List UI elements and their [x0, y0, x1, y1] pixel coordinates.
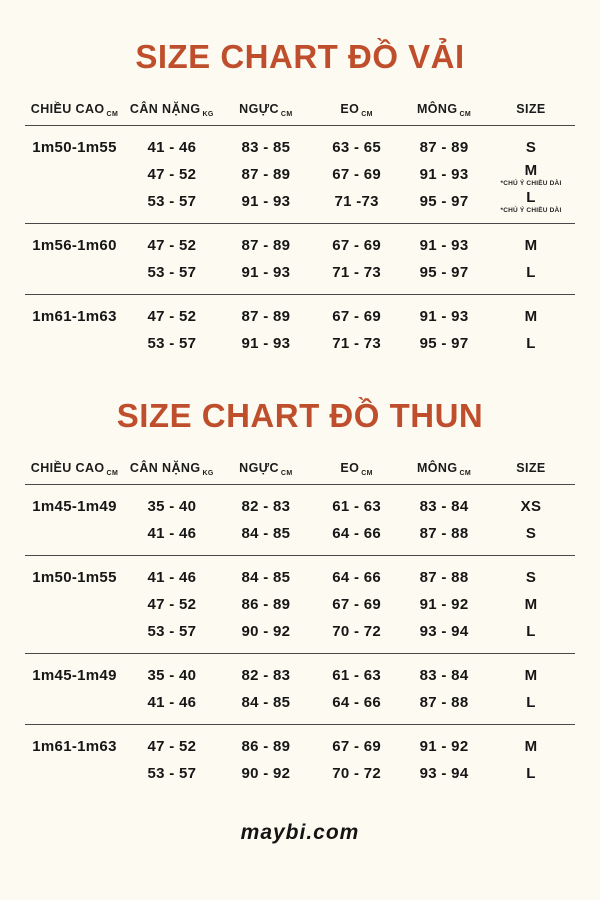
waist-cell: 61 - 63 [332, 667, 382, 684]
column-header-label: EO [340, 461, 360, 475]
hip-cell: 95 - 97 [419, 335, 469, 352]
size-cell [487, 189, 575, 214]
weight-cell: 53 - 57 [147, 623, 197, 640]
hip-cell: 95 - 97 [419, 264, 469, 281]
table-row [25, 188, 575, 215]
table-row [25, 760, 575, 787]
hip-cell: 93 - 94 [419, 623, 469, 640]
size-cell [487, 569, 575, 586]
height-cell: 1m45-1m49 [32, 498, 117, 515]
column-header-label: MÔNG [416, 461, 458, 475]
hip-cell: 91 - 93 [419, 166, 469, 183]
column-header-unit: CM [459, 111, 472, 118]
column-header [312, 461, 401, 475]
weight-cell: 47 - 52 [147, 308, 197, 325]
size-cell [487, 623, 575, 640]
size-cell [487, 308, 575, 325]
size-cell [487, 738, 575, 755]
table-row [25, 134, 575, 161]
column-header [124, 102, 220, 116]
size-label: M [524, 596, 538, 613]
size-label: L [526, 694, 536, 711]
size-cell [487, 162, 575, 187]
size-label: L [526, 335, 536, 352]
column-header-label: SIZE [516, 461, 546, 475]
column-header [220, 461, 312, 475]
size-label: L [526, 765, 536, 782]
height-group [25, 485, 575, 556]
waist-cell: 67 - 69 [332, 308, 382, 325]
chest-cell: 84 - 85 [241, 525, 291, 542]
height-group [25, 725, 575, 795]
chest-cell: 86 - 89 [241, 738, 291, 755]
weight-cell: 41 - 46 [147, 139, 197, 156]
hip-cell: 87 - 88 [419, 569, 469, 586]
hip-cell: 87 - 88 [419, 694, 469, 711]
column-header-label: SIZE [516, 102, 546, 116]
waist-cell: 61 - 63 [332, 498, 382, 515]
hip-cell: 83 - 84 [419, 667, 469, 684]
table-row [25, 689, 575, 716]
hip-cell: 87 - 88 [419, 525, 469, 542]
weight-cell: 47 - 52 [147, 738, 197, 755]
waist-cell: 67 - 69 [332, 237, 382, 254]
waist-cell: 64 - 66 [332, 569, 382, 586]
column-header [25, 461, 124, 475]
column-header-unit: CM [280, 111, 293, 118]
waist-cell: 70 - 72 [332, 623, 382, 640]
column-header-label: MÔNG [416, 102, 458, 116]
waist-cell: 64 - 66 [332, 525, 382, 542]
waist-cell: 71 - 73 [332, 264, 382, 281]
height-cell: 1m45-1m49 [32, 667, 117, 684]
weight-cell: 41 - 46 [147, 525, 197, 542]
column-header-unit: CM [280, 470, 293, 477]
size-cell [487, 765, 575, 782]
chest-cell: 87 - 89 [241, 237, 291, 254]
chest-cell: 91 - 93 [241, 264, 291, 281]
weight-cell: 47 - 52 [147, 596, 197, 613]
table-row [25, 232, 575, 259]
column-header-unit: KG [202, 470, 214, 477]
column-header-unit: CM [106, 111, 119, 118]
height-cell: 1m50-1m55 [32, 569, 117, 586]
weight-cell: 53 - 57 [147, 335, 197, 352]
height-group [25, 126, 575, 224]
hip-cell: 95 - 97 [419, 193, 469, 210]
table-row [25, 564, 575, 591]
weight-cell: 47 - 52 [147, 237, 197, 254]
size-cell [487, 264, 575, 281]
waist-cell: 67 - 69 [332, 166, 382, 183]
hip-cell: 83 - 84 [419, 498, 469, 515]
table-row [25, 733, 575, 760]
waist-cell: 70 - 72 [332, 765, 382, 782]
table-header-row [25, 459, 575, 485]
waist-cell: 63 - 65 [332, 139, 382, 156]
size-label: M [524, 308, 538, 325]
table-row [25, 618, 575, 645]
size-chart-knit-section [0, 397, 600, 795]
chest-cell: 90 - 92 [241, 623, 291, 640]
size-label: S [525, 139, 537, 156]
table-row [25, 330, 575, 357]
column-header [401, 461, 487, 475]
column-header [401, 102, 487, 116]
column-header-unit: CM [459, 470, 472, 477]
column-header-label: CHIỀU CAO [30, 461, 105, 475]
size-label: L [526, 264, 536, 281]
chest-cell: 91 - 93 [241, 193, 291, 210]
column-header-label: CÂN NẶNG [129, 102, 201, 116]
chest-cell: 87 - 89 [241, 308, 291, 325]
size-label: M [524, 738, 538, 755]
size-label: S [525, 569, 537, 586]
chest-cell: 87 - 89 [241, 166, 291, 183]
chart-title-fabric: SIZE CHART ĐỒ VẢI [135, 38, 465, 75]
waist-cell: 71 - 73 [332, 335, 382, 352]
website-url: maybi.com [240, 821, 360, 844]
chart-title-knit: SIZE CHART ĐỒ THUN [116, 397, 484, 434]
chest-cell: 91 - 93 [241, 335, 291, 352]
hip-cell: 87 - 89 [419, 139, 469, 156]
column-header [312, 102, 401, 116]
weight-cell: 41 - 46 [147, 569, 197, 586]
waist-cell: 67 - 69 [332, 738, 382, 755]
column-header-label: EO [340, 102, 360, 116]
column-header [220, 102, 312, 116]
height-group [25, 224, 575, 295]
weight-cell: 35 - 40 [147, 498, 197, 515]
table-row [25, 259, 575, 286]
size-cell [487, 237, 575, 254]
table-row [25, 520, 575, 547]
hip-cell: 91 - 93 [419, 237, 469, 254]
knit-size-table [25, 459, 575, 795]
height-cell: 1m50-1m55 [32, 139, 117, 156]
height-group [25, 556, 575, 654]
height-group [25, 295, 575, 365]
table-row [25, 161, 575, 188]
size-cell [487, 335, 575, 352]
table-row [25, 493, 575, 520]
weight-cell: 35 - 40 [147, 667, 197, 684]
chest-cell: 84 - 85 [241, 569, 291, 586]
chest-cell: 82 - 83 [241, 498, 291, 515]
size-chart-fabric-section [0, 38, 600, 365]
size-label: S [525, 525, 537, 542]
size-cell [487, 139, 575, 156]
column-header [487, 461, 575, 475]
chest-cell: 82 - 83 [241, 667, 291, 684]
table-row [25, 591, 575, 618]
column-header-unit: CM [106, 470, 119, 477]
size-label: M [524, 162, 538, 179]
height-cell: 1m61-1m63 [32, 738, 117, 755]
waist-cell: 71 -73 [334, 193, 379, 210]
table-header-row [25, 100, 575, 126]
size-note: *CHÚ Ý CHIỀU DÀI [500, 180, 562, 187]
chest-cell: 86 - 89 [241, 596, 291, 613]
size-cell [487, 498, 575, 515]
size-cell [487, 596, 575, 613]
column-header [25, 102, 124, 116]
table-row [25, 662, 575, 689]
column-header [487, 102, 575, 116]
chest-cell: 83 - 85 [241, 139, 291, 156]
column-header-label: CHIỀU CAO [30, 102, 105, 116]
column-header-label: NGỰC [239, 102, 279, 116]
size-label: L [526, 189, 536, 206]
size-note: *CHÚ Ý CHIỀU DÀI [500, 207, 562, 214]
size-cell [487, 667, 575, 684]
weight-cell: 41 - 46 [147, 694, 197, 711]
column-header-label: NGỰC [239, 461, 279, 475]
column-header-unit: CM [361, 111, 373, 118]
height-cell: 1m56-1m60 [32, 237, 117, 254]
column-header-unit: CM [361, 470, 373, 477]
hip-cell: 93 - 94 [419, 765, 469, 782]
size-label: L [526, 623, 536, 640]
table-row [25, 303, 575, 330]
weight-cell: 53 - 57 [147, 765, 197, 782]
hip-cell: 91 - 92 [419, 596, 469, 613]
chest-cell: 90 - 92 [241, 765, 291, 782]
hip-cell: 91 - 93 [419, 308, 469, 325]
waist-cell: 64 - 66 [332, 694, 382, 711]
column-header-label: CÂN NẶNG [129, 461, 201, 475]
size-label: XS [520, 498, 542, 515]
waist-cell: 67 - 69 [332, 596, 382, 613]
size-cell [487, 694, 575, 711]
hip-cell: 91 - 92 [419, 738, 469, 755]
column-header-unit: KG [202, 111, 214, 118]
fabric-size-table [25, 100, 575, 365]
size-cell [487, 525, 575, 542]
size-label: M [524, 667, 538, 684]
height-cell: 1m61-1m63 [32, 308, 117, 325]
size-label: M [524, 237, 538, 254]
weight-cell: 47 - 52 [147, 166, 197, 183]
column-header [124, 461, 220, 475]
height-group [25, 654, 575, 725]
weight-cell: 53 - 57 [147, 193, 197, 210]
weight-cell: 53 - 57 [147, 264, 197, 281]
chest-cell: 84 - 85 [241, 694, 291, 711]
